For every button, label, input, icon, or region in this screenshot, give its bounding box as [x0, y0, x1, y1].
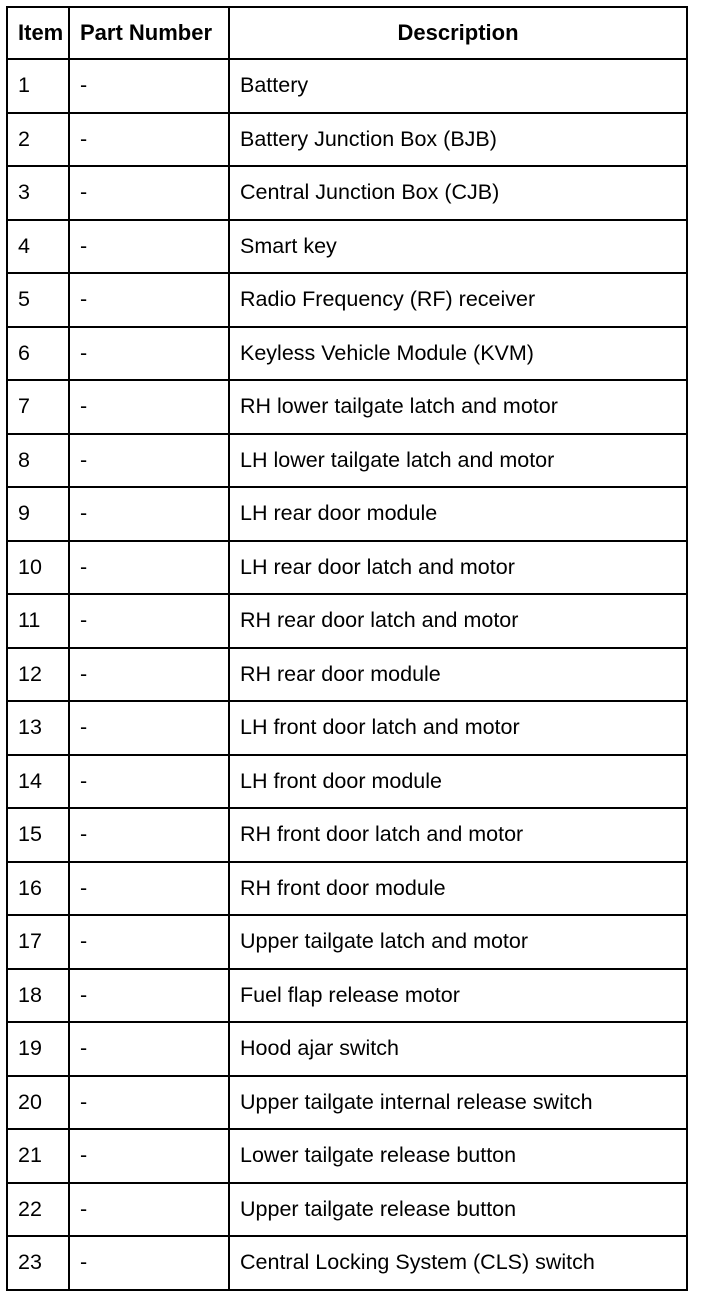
header-part-number: Part Number: [69, 7, 229, 59]
header-item: Item: [7, 7, 69, 59]
parts-table: [6, 6, 688, 1291]
cell-item: 1: [7, 59, 69, 113]
cell-item: 8: [7, 434, 69, 488]
table-row: [7, 487, 687, 541]
cell-description: Hood ajar switch: [229, 1022, 687, 1076]
cell-part-number: -: [69, 59, 229, 113]
cell-item: 13: [7, 701, 69, 755]
table-row: [7, 273, 687, 327]
table-row: [7, 808, 687, 862]
cell-item: 22: [7, 1183, 69, 1237]
cell-item: 20: [7, 1076, 69, 1130]
table-row: [7, 59, 687, 113]
cell-item: 14: [7, 755, 69, 809]
cell-item: 2: [7, 113, 69, 167]
cell-item: 9: [7, 487, 69, 541]
cell-part-number: -: [69, 380, 229, 434]
cell-description: LH front door latch and motor: [229, 701, 687, 755]
table-row: [7, 969, 687, 1023]
cell-item: 7: [7, 380, 69, 434]
cell-description: Lower tailgate release button: [229, 1129, 687, 1183]
cell-part-number: -: [69, 113, 229, 167]
cell-description: Battery Junction Box (BJB): [229, 113, 687, 167]
cell-item: 23: [7, 1236, 69, 1290]
cell-part-number: -: [69, 220, 229, 274]
table-row: [7, 327, 687, 381]
cell-description: LH rear door latch and motor: [229, 541, 687, 595]
cell-part-number: -: [69, 1236, 229, 1290]
cell-description: LH front door module: [229, 755, 687, 809]
cell-part-number: -: [69, 862, 229, 916]
table-row: [7, 434, 687, 488]
table-row: [7, 380, 687, 434]
cell-part-number: -: [69, 755, 229, 809]
table-row: [7, 541, 687, 595]
cell-description: Central Junction Box (CJB): [229, 166, 687, 220]
cell-description: Smart key: [229, 220, 687, 274]
cell-part-number: -: [69, 166, 229, 220]
cell-description: Fuel flap release motor: [229, 969, 687, 1023]
cell-item: 18: [7, 969, 69, 1023]
cell-description: LH rear door module: [229, 487, 687, 541]
cell-item: 3: [7, 166, 69, 220]
cell-description: Upper tailgate internal release switch: [229, 1076, 687, 1130]
table-row: [7, 701, 687, 755]
cell-part-number: -: [69, 808, 229, 862]
cell-description: Keyless Vehicle Module (KVM): [229, 327, 687, 381]
cell-part-number: -: [69, 594, 229, 648]
table-row: [7, 594, 687, 648]
cell-description: Radio Frequency (RF) receiver: [229, 273, 687, 327]
cell-description: LH lower tailgate latch and motor: [229, 434, 687, 488]
cell-item: 11: [7, 594, 69, 648]
table-row: [7, 1022, 687, 1076]
table-row: [7, 1183, 687, 1237]
cell-item: 4: [7, 220, 69, 274]
cell-part-number: -: [69, 541, 229, 595]
cell-description: Battery: [229, 59, 687, 113]
table-row: [7, 1076, 687, 1130]
table-header: [7, 7, 687, 59]
table-row: [7, 1236, 687, 1290]
table-row: [7, 862, 687, 916]
cell-part-number: -: [69, 1183, 229, 1237]
cell-item: 6: [7, 327, 69, 381]
cell-part-number: -: [69, 969, 229, 1023]
cell-part-number: -: [69, 1076, 229, 1130]
table-row: [7, 220, 687, 274]
cell-part-number: -: [69, 487, 229, 541]
cell-description: Upper tailgate release button: [229, 1183, 687, 1237]
cell-item: 19: [7, 1022, 69, 1076]
table-body: [7, 59, 687, 1290]
cell-item: 16: [7, 862, 69, 916]
cell-item: 5: [7, 273, 69, 327]
table-row: [7, 1129, 687, 1183]
table-row: [7, 915, 687, 969]
cell-item: 17: [7, 915, 69, 969]
table-row: [7, 113, 687, 167]
cell-description: Upper tailgate latch and motor: [229, 915, 687, 969]
cell-description: Central Locking System (CLS) switch: [229, 1236, 687, 1290]
cell-description: RH rear door module: [229, 648, 687, 702]
cell-description: RH front door module: [229, 862, 687, 916]
cell-part-number: -: [69, 327, 229, 381]
cell-part-number: -: [69, 434, 229, 488]
cell-part-number: -: [69, 648, 229, 702]
cell-part-number: -: [69, 273, 229, 327]
cell-description: RH front door latch and motor: [229, 808, 687, 862]
cell-item: 15: [7, 808, 69, 862]
table-row: [7, 648, 687, 702]
cell-item: 21: [7, 1129, 69, 1183]
cell-description: RH lower tailgate latch and motor: [229, 380, 687, 434]
cell-part-number: -: [69, 915, 229, 969]
cell-description: RH rear door latch and motor: [229, 594, 687, 648]
cell-part-number: -: [69, 701, 229, 755]
cell-part-number: -: [69, 1129, 229, 1183]
header-row: [7, 7, 687, 59]
cell-part-number: -: [69, 1022, 229, 1076]
header-description: Description: [229, 7, 687, 59]
cell-item: 12: [7, 648, 69, 702]
cell-item: 10: [7, 541, 69, 595]
table-row: [7, 755, 687, 809]
table-row: [7, 166, 687, 220]
